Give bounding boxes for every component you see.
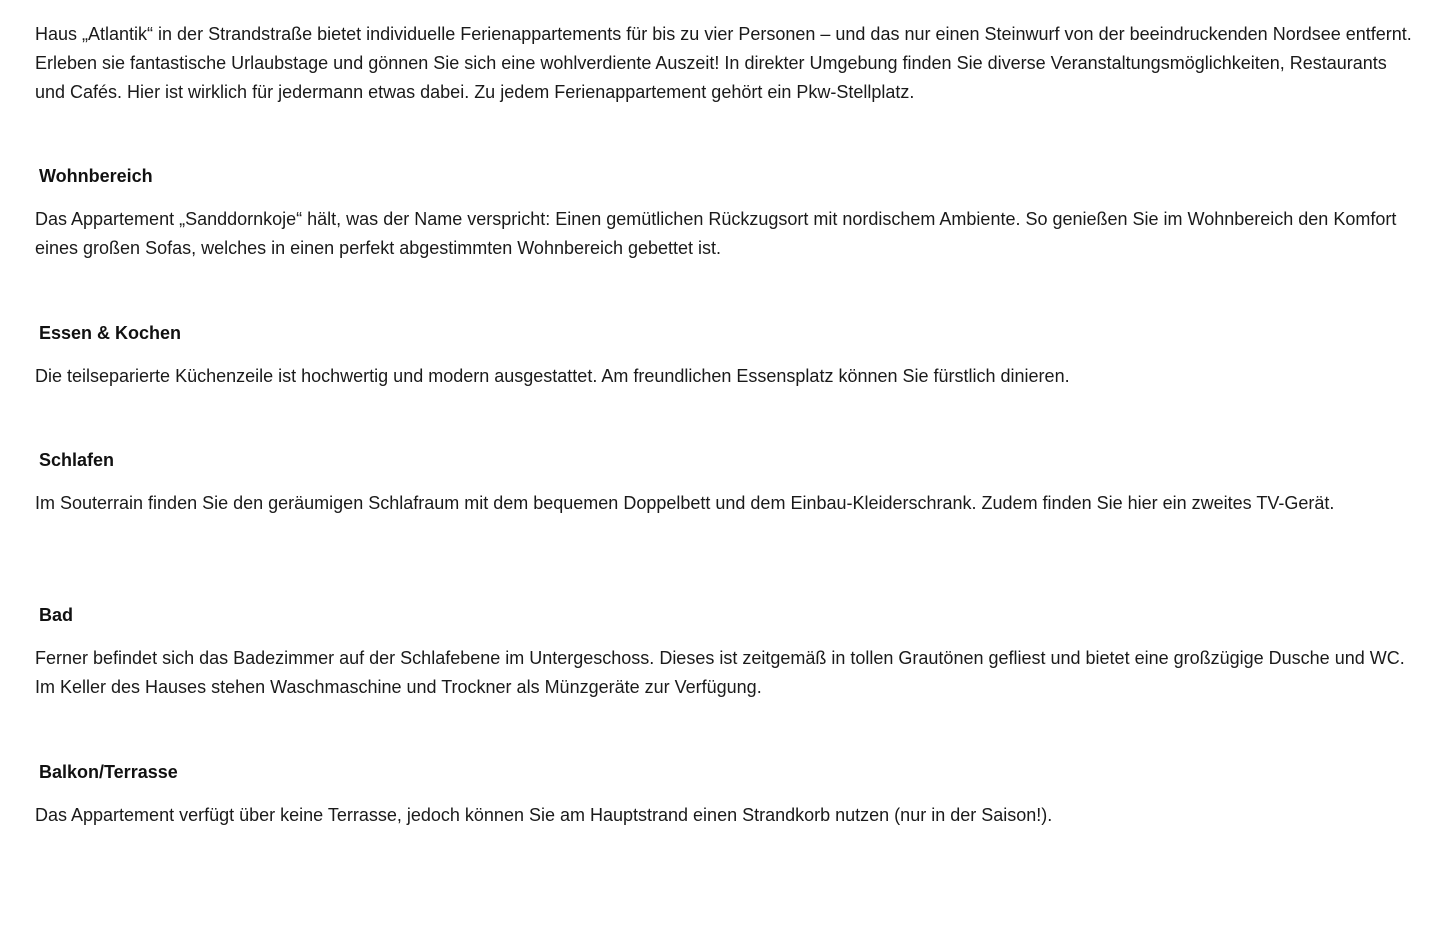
section-text-balkon-terrasse: Das Appartement verfügt über keine Terrasse, jedoch können Sie am Hauptstrand einen Strandkorb nutzen (nur in der Saison!).: [35, 805, 1053, 825]
section-text-essen-kochen: Die teilseparierte Küchenzeile ist hochwertig und modern ausgestattet. Am freundlichen Essensplatz können Sie fürstlich dinieren.: [35, 366, 1070, 386]
intro-paragraph: Haus „Atlantik“ in der Strandstraße bietet individuelle Ferienappartements für bis zu vier Personen – und das nur einen Steinwurf von der beeindruckenden Nordsee entfernt. Erleben sie fantastische Urlaubstage und gönnen Sie sich eine wohlverdiente Auszeit! In direkter Umgebung finden Sie diverse Veranstaltungsmöglichkeiten, Restaurants und Cafés. Hier ist wirklich für jedermann etwas dabei. Zu jedem Ferienappartement gehört ein Pkw-Stellplatz.: [35, 24, 1412, 102]
section-heading-essen-kochen: Essen & Kochen: [39, 323, 182, 343]
section-bad: [35, 603, 1415, 702]
section-text-wohnbereich: Das Appartement „Sanddornkoje“ hält, was der Name verspricht: Einen gemütlichen Rückzugsort mit nordischem Ambiente. So genießen Sie im Wohnbereich den Komfort eines großen Sofas, welches in einen perfekt abgestimmten Wohnbereich gebettet ist.: [35, 209, 1397, 258]
section-heading-schlafen: Schlafen: [39, 450, 115, 470]
section-wohnbereich: [35, 164, 1415, 263]
section-essen-kochen: [35, 321, 1415, 391]
section-text-bad: Ferner befindet sich das Badezimmer auf der Schlafebene im Untergeschoss. Dieses ist zeitgemäß in tollen Grautönen gefliest und bietet eine großzügige Dusche und WC. Im Keller des Hauses stehen Waschmaschine und Trockner als Münzgeräte zur Verfügung.: [35, 648, 1405, 697]
section-schlafen: [35, 448, 1415, 518]
section-heading-wohnbereich: Wohnbereich: [39, 166, 153, 186]
section-heading-bad: Bad: [39, 605, 74, 625]
section-balkon-terrasse: [35, 760, 1415, 830]
section-heading-balkon-terrasse: Balkon/Terrasse: [39, 762, 178, 782]
section-text-schlafen: Im Souterrain finden Sie den geräumigen Schlafraum mit dem bequemen Doppelbett und dem Einbau-Kleiderschrank. Zudem finden Sie hier ein zweites TV-Gerät.: [35, 493, 1335, 513]
